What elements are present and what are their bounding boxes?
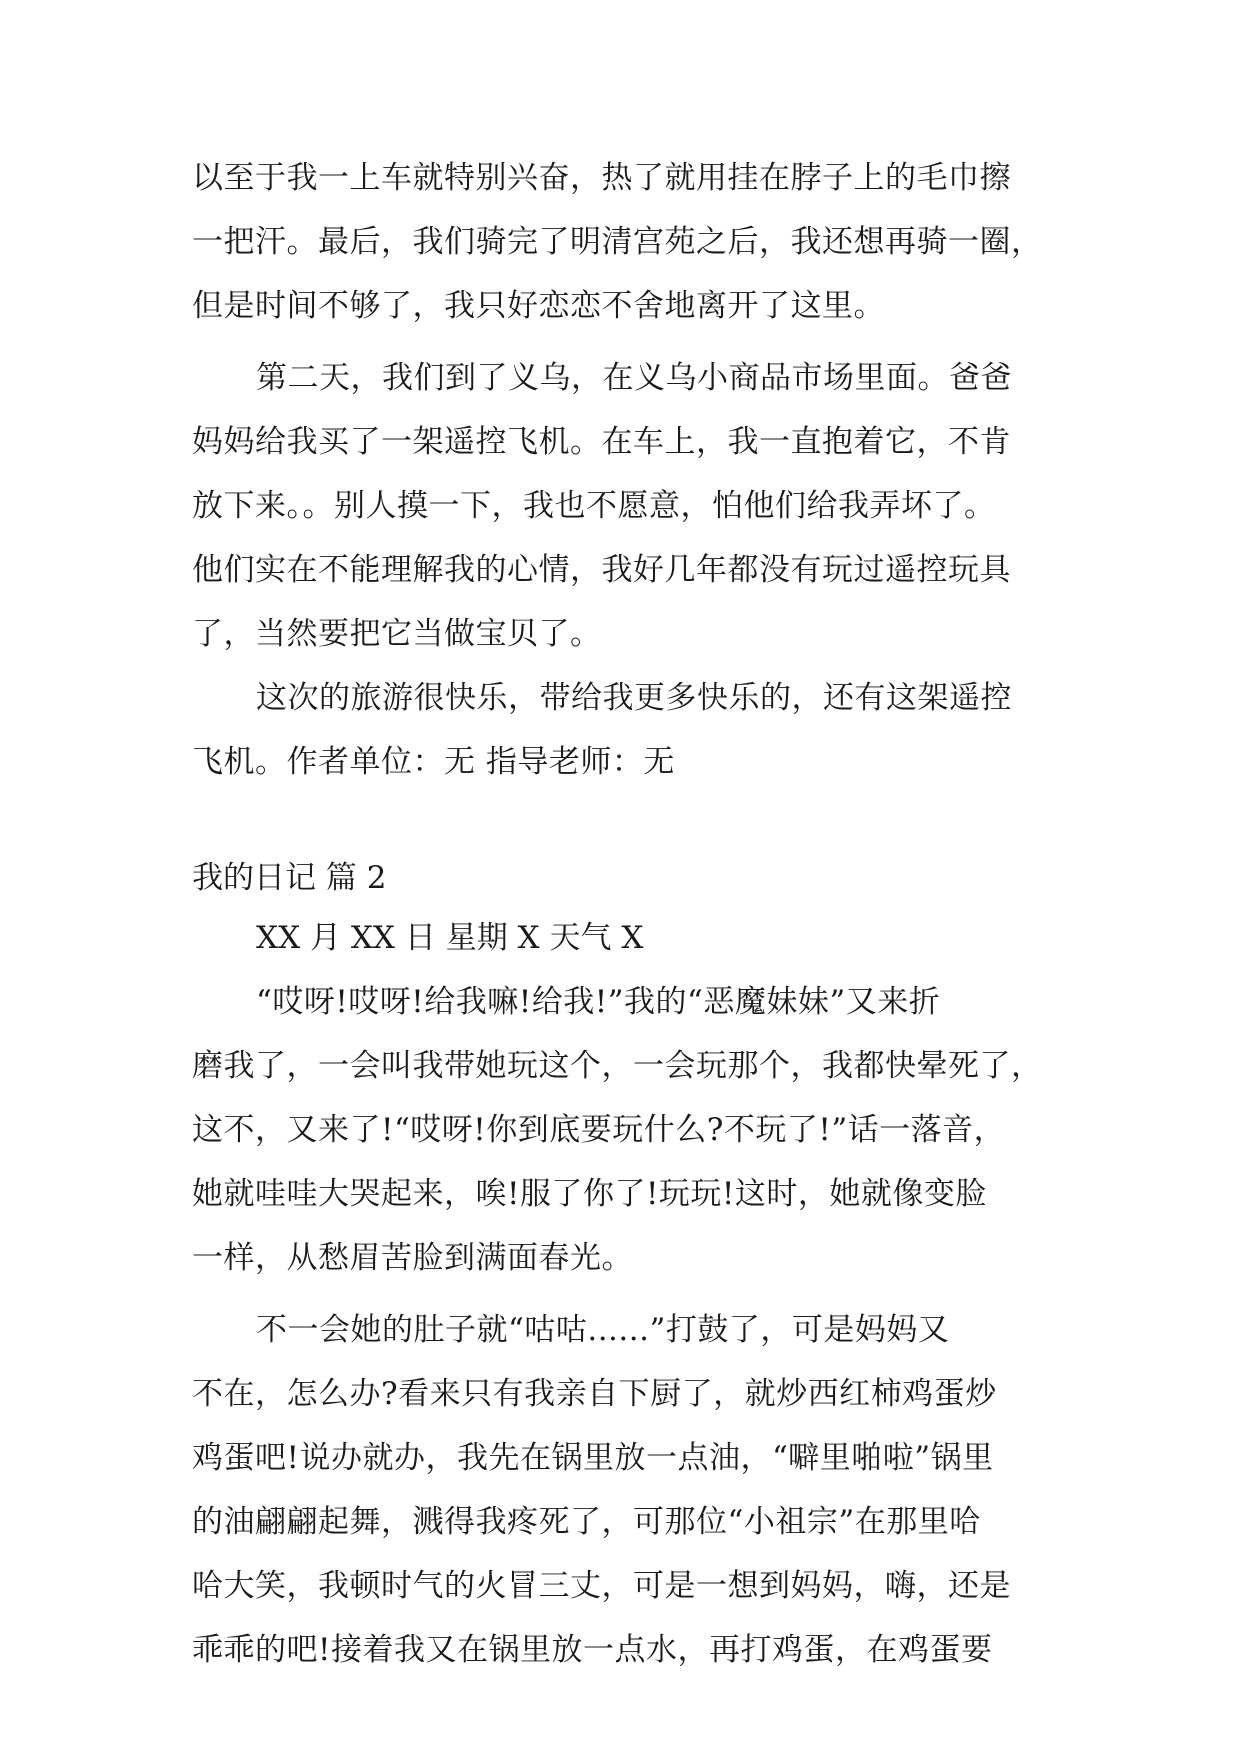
document-page — [192, 146, 1060, 1682]
text-line: 放下来。。别人摸一下，我也不愿意，怕他们给我弄坏了。 — [192, 488, 996, 524]
text-line: 飞机。作者单位：无 指导老师：无 — [192, 744, 675, 780]
text-line: 一样，从愁眉苦脸到满面春光。 — [192, 1240, 633, 1276]
text-line: “哎呀!哎呀!给我嘛!给我!”我的“恶魔妹妹”又来折 — [256, 984, 941, 1020]
text-line: 以至于我一上车就特别兴奋，热了就用挂在脖子上的毛巾擦 — [192, 160, 1011, 196]
text-line: 的油翩翩起舞，溅得我疼死了，可那位“小祖宗”在那里哈 — [192, 1504, 981, 1540]
paragraph-5 — [192, 1298, 1060, 1682]
text-line: 她就哇哇大哭起来，唉!服了你了!玩玩!这时，她就像变脸 — [192, 1176, 987, 1212]
text-line: 了，当然要把它当做宝贝了。 — [192, 616, 602, 652]
paragraph-1 — [192, 146, 1060, 338]
date-line: XX 月 XX 日 星期 X 天气 X — [256, 920, 644, 956]
text-line: 一把汗。最后，我们骑完了明清宫苑之后，我还想再骑一圈， — [192, 224, 1043, 260]
text-line: 哈大笑，我顿时气的火冒三丈，可是一想到妈妈，嗨，还是 — [192, 1568, 1011, 1604]
text-line: 这不，又来了!“哎呀!你到底要玩什么?不玩了!”话一落音， — [192, 1112, 1006, 1148]
text-line: 第二天，我们到了义乌，在义乌小商品市场里面。爸爸 — [256, 360, 1012, 396]
text-line: 妈妈给我买了一架遥控飞机。在车上，我一直抱着它，不肯 — [192, 424, 1011, 460]
text-line: 不在，怎么办?看来只有我亲自下厨了，就炒西红柿鸡蛋炒 — [192, 1376, 997, 1412]
paragraph-2 — [192, 346, 1060, 666]
section-title: 我的日记 篇 2 — [192, 860, 387, 896]
text-line: 乖乖的吧!接着我又在锅里放一点水，再打鸡蛋，在鸡蛋要 — [192, 1632, 993, 1668]
paragraph-3 — [192, 666, 1060, 794]
text-line: 鸡蛋吧!说办就办，我先在锅里放一点油，“噼里啪啦”锅里 — [192, 1440, 994, 1476]
text-line: 磨我了，一会叫我带她玩这个，一会玩那个，我都快晕死了， — [192, 1048, 1043, 1084]
text-line: 不一会她的肚子就“咕咕......”打鼓了，可是妈妈又 — [256, 1312, 950, 1348]
text-line: 这次的旅游很快乐，带给我更多快乐的，还有这架遥控 — [256, 680, 1012, 716]
text-line: 但是时间不够了，我只好恋恋不舍地离开了这里。 — [192, 288, 885, 324]
paragraph-4 — [192, 970, 1060, 1290]
text-line: 他们实在不能理解我的心情，我好几年都没有玩过遥控玩具 — [192, 552, 1011, 588]
